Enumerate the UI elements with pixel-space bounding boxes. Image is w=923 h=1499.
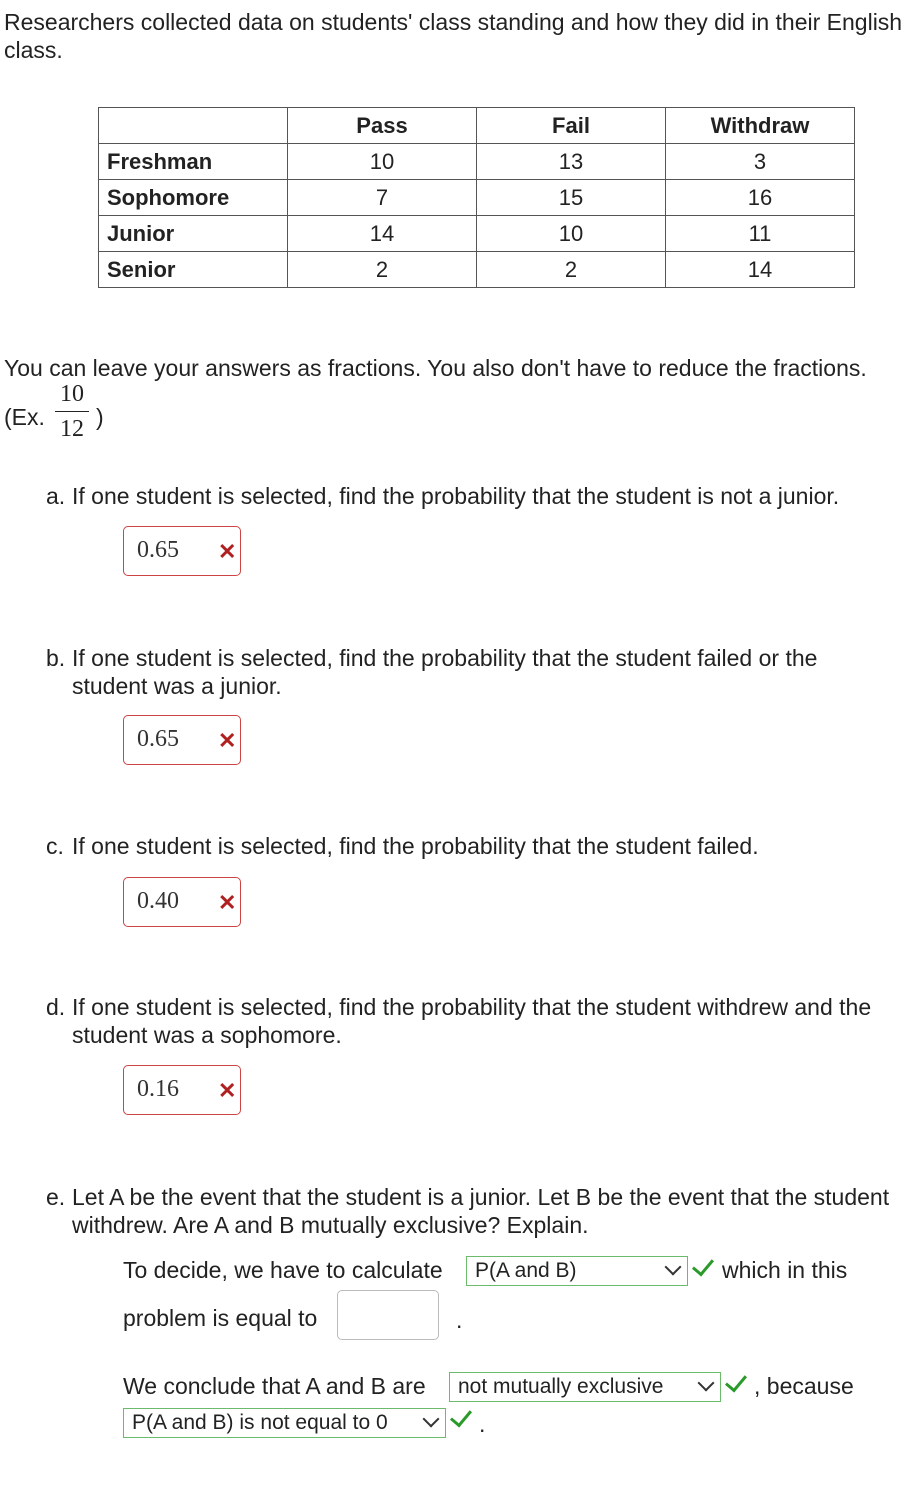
table-corner [99, 108, 288, 144]
table-cell: 2 [288, 252, 477, 288]
example-prefix: (Ex. [4, 404, 45, 430]
row-label: Freshman [99, 144, 288, 180]
answer-input-d[interactable] [123, 1065, 241, 1115]
answer-input-a[interactable] [123, 526, 241, 576]
chevron-down-icon [665, 1259, 682, 1276]
table-row [99, 216, 855, 252]
table-row [99, 180, 855, 216]
problem-intro: Researchers collected data on students' class standing and how they did in their English class. [4, 9, 903, 63]
question-label: b. [46, 645, 66, 671]
question-b [46, 644, 817, 672]
data-table [98, 107, 855, 288]
question-d [46, 993, 871, 1021]
fraction-bar [55, 411, 89, 412]
chevron-down-icon [698, 1375, 715, 1392]
table-cell: 7 [288, 180, 477, 216]
column-header: Withdraw [666, 108, 855, 144]
correct-check-icon [725, 1369, 747, 1392]
answer-input-c[interactable] [123, 877, 241, 927]
table-cell: 11 [666, 216, 855, 252]
question-text: Let A be the event that the student is a junior. Let B be the event that the student [72, 1184, 890, 1210]
question-text-continued: student was a junior. [72, 673, 282, 699]
sentence-period: . [479, 1411, 486, 1437]
example-suffix: ) [96, 404, 104, 430]
table-cell: 10 [477, 216, 666, 252]
table-row [99, 144, 855, 180]
table-cell: 2 [477, 252, 666, 288]
question-c [46, 832, 759, 860]
table-cell: 10 [288, 144, 477, 180]
table-cell: 16 [666, 180, 855, 216]
chevron-down-icon [423, 1411, 440, 1428]
exclusivity-select[interactable] [449, 1372, 721, 1402]
question-label: e. [46, 1184, 66, 1210]
column-header: Pass [288, 108, 477, 144]
answer-value: 0.16 [137, 1076, 179, 1102]
instructions-note: You can leave your answers as fractions. You also don't have to reduce the fractions. [4, 355, 867, 381]
part-e-line1-prefix: To decide, we have to calculate [123, 1257, 443, 1283]
table-cell: 14 [288, 216, 477, 252]
question-text-continued: withdrew. Are A and B mutually exclusive? Explain. [72, 1212, 589, 1238]
correct-check-icon [692, 1253, 714, 1276]
question-a [46, 482, 839, 510]
row-label: Senior [99, 252, 288, 288]
question-text-continued: student was a sophomore. [72, 1022, 342, 1048]
table-cell: 3 [666, 144, 855, 180]
answer-value: 0.40 [137, 888, 179, 914]
calculate-select[interactable] [466, 1256, 688, 1286]
incorrect-icon: ✕ [218, 728, 237, 753]
part-e-line2-prefix: problem is equal to [123, 1305, 318, 1331]
row-label: Junior [99, 216, 288, 252]
question-e [46, 1183, 889, 1211]
answer-input-b[interactable] [123, 715, 241, 765]
incorrect-icon: ✕ [218, 539, 237, 564]
column-header: Fail [477, 108, 666, 144]
table-cell: 15 [477, 180, 666, 216]
fraction-numerator: 10 [60, 381, 84, 407]
row-label: Sophomore [99, 180, 288, 216]
example-fraction [55, 380, 89, 443]
correct-check-icon [450, 1404, 472, 1427]
select-value: not mutually exclusive [458, 1375, 664, 1398]
question-text: If one student is selected, find the probability that the student failed. [72, 833, 759, 859]
part-e-line3-suffix: , because [754, 1373, 854, 1399]
part-e-line3-prefix: We conclude that A and B are [123, 1373, 426, 1399]
incorrect-icon: ✕ [218, 890, 237, 915]
value-input[interactable] [337, 1290, 439, 1340]
table-header-row [99, 108, 855, 144]
select-value: P(A and B) [475, 1259, 577, 1282]
answer-value: 0.65 [137, 726, 179, 752]
question-text: If one student is selected, find the probability that the student withdrew and the [72, 994, 872, 1020]
table-cell: 14 [666, 252, 855, 288]
fraction-denominator: 12 [60, 416, 84, 442]
question-label: c. [46, 833, 64, 859]
answer-value: 0.65 [137, 537, 179, 563]
question-text: If one student is selected, find the probability that the student failed or the [72, 645, 818, 671]
question-label: d. [46, 994, 66, 1020]
part-e-line1-suffix: which in this [722, 1257, 848, 1283]
incorrect-icon: ✕ [218, 1078, 237, 1103]
question-text: If one student is selected, find the probability that the student is not a junior. [72, 483, 840, 509]
table-row [99, 252, 855, 288]
table-cell: 13 [477, 144, 666, 180]
reason-select[interactable] [123, 1408, 446, 1438]
select-value: P(A and B) is not equal to 0 [132, 1411, 388, 1434]
question-label: a. [46, 483, 66, 509]
sentence-period: . [456, 1307, 463, 1333]
